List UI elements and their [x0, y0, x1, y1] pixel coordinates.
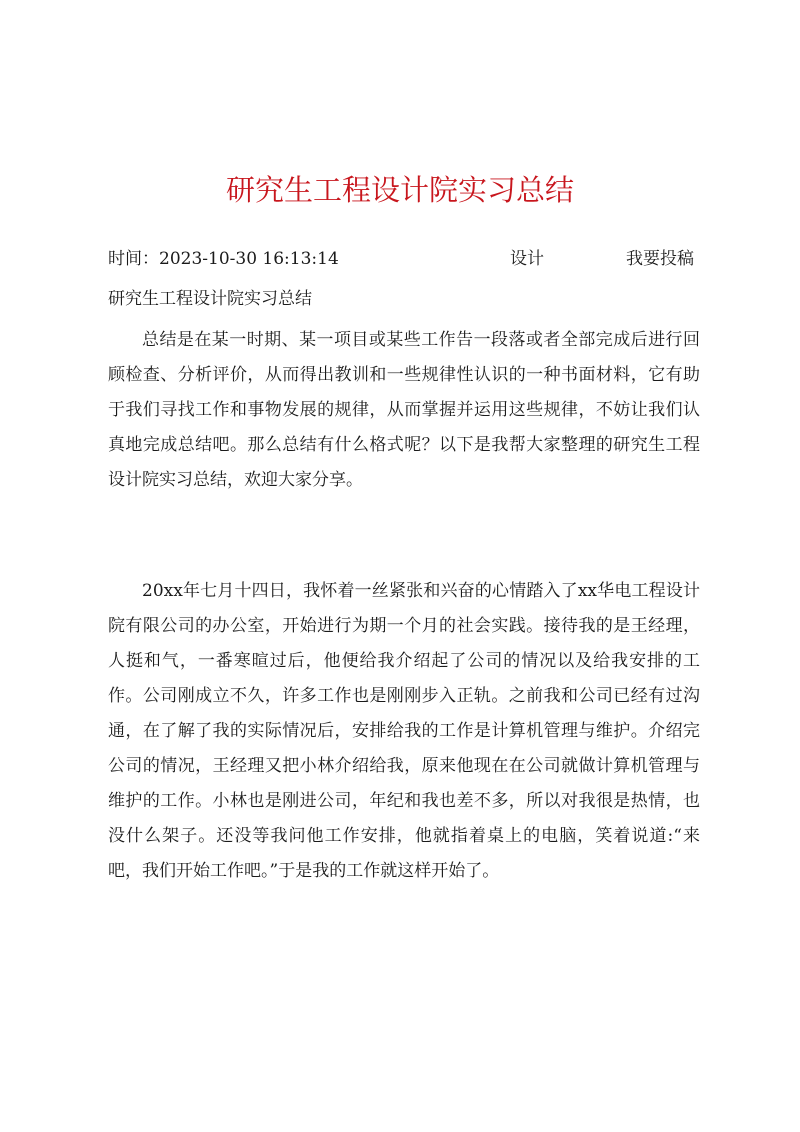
page-title: 研究生工程设计院实习总结	[225, 173, 574, 207]
body-paragraph: 20xx年七月十四日，我怀着一丝紧张和兴奋的心情踏入了xx华电工程设计院有限公司的办公室，开始进行为期一个月的社会实践。接待我的是王经理，人挺和气，一番寒暄过后，他便给我介绍起了公司的情况以及给我安排的工作。公司刚成立不久，许多工作也是刚刚步入正轨。之前我和公司已经有过沟通，在了解了我的实际情况后，安排给我的工作是计算机管理与维护。介绍完公司的情况，王经理又把小林介绍给我，原来他现在在公司就做计算机管理与维护的工作。小林也是刚进公司，年纪和我也差不多，所以对我很是热情，也没什么架子。还没等我问他工作安排，他就指着桌上的电脑，笑着说道:“来吧，我们开始工作吧。”于是我的工作就这样开始了。	[108, 581, 700, 881]
intro-paragraph: 总结是在某一时期、某一项目或某些工作告一段落或者全部完成后进行回顾检查、分析评价，从而得出教训和一些规律性认识的一种书面材料，它有助于我们寻找工作和事物发展的规律，从而掌握并运用这些规律，不妨让我们认真地完成总结吧。那么总结有什么格式呢？以下是我帮大家整理的研究生工程设计院实习总结，欢迎大家分享。	[108, 330, 700, 490]
publish-time: 时间：2023-10-30 16:13:14	[108, 249, 339, 269]
meta-row	[108, 246, 704, 272]
category-link[interactable]: 设计	[510, 249, 544, 269]
submit-article-link[interactable]: 我要投稿	[626, 249, 694, 269]
article-subtitle: 研究生工程设计院实习总结	[108, 289, 312, 309]
